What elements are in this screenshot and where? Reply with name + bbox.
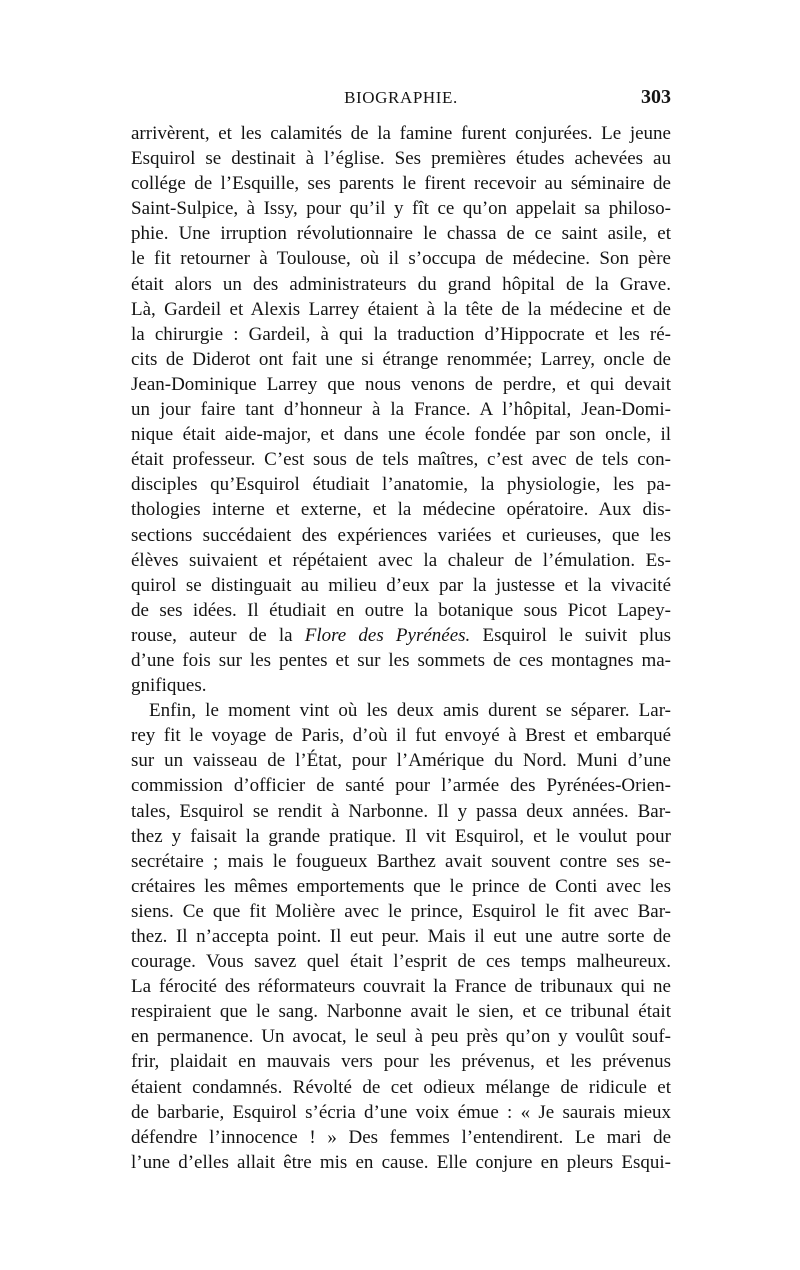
text-line: phie. Une irruption révolutionnaire le chassa de ce saint asile, et xyxy=(131,223,671,245)
text-line: gnifiques. xyxy=(131,675,207,697)
text-line: frir, plaidait en mauvais vers pour les prévenus, et les prévenus xyxy=(131,1051,671,1073)
text-line: défendre l’innocence ! » Des femmes l’entendirent. Le mari de xyxy=(131,1126,671,1148)
text-line: un jour faire tant d’honneur à la France. A l’hôpital, Jean-Domi- xyxy=(131,399,671,421)
text-line: était alors un des administrateurs du grand hôpital de la Grave. xyxy=(131,273,671,295)
text-line: sections succédaient des expériences variées et curieuses, que les xyxy=(131,524,671,546)
text-line: rey fit le voyage de Paris, d’où il fut envoyé à Brest et embarqué xyxy=(131,725,671,747)
text-line: secrétaire ; mais le fougueux Barthez avait souvent contre ses se- xyxy=(131,850,671,872)
text-line: thez. Il n’accepta point. Il eut peur. Mais il eut une autre sorte de xyxy=(131,926,671,947)
text-line: étaient condamnés. Révolté de cet odieux mélange de ridicule et xyxy=(131,1076,671,1098)
text-line: tales, Esquirol se rendit à Narbonne. Il y passa deux années. Bar- xyxy=(131,800,671,822)
text-line: nique était aide-major, et dans une école fondée par son oncle, il xyxy=(131,424,671,446)
text-line: la chirurgie : Gardeil, à qui la traduction d’Hippocrate et les ré- xyxy=(131,323,671,345)
running-header xyxy=(131,88,671,116)
text-line-with-book-title xyxy=(131,623,671,648)
text-line: quirol se distinguait au milieu d’eux par la justesse et la vivacité xyxy=(131,574,671,596)
text-line: collége de l’Esquille, ses parents le firent recevoir au séminaire de xyxy=(131,173,671,195)
page-number: 303 xyxy=(641,86,671,108)
text-line: l’une d’elles allait être mis en cause. Elle conjure en pleurs Esqui- xyxy=(131,1151,671,1173)
text-line: était professeur. C’est sous de tels maîtres, c’est avec de tels con- xyxy=(131,449,671,471)
text-line: le fit retourner à Toulouse, où il s’occupa de médecine. Son père xyxy=(131,248,671,270)
text-line: Enfin, le moment vint où les deux amis durent se séparer. Lar- xyxy=(149,700,671,722)
text-line: siens. Ce que fit Molière avec le prince, Esquirol le fit avec Bar- xyxy=(131,900,671,922)
text-line: La férocité des réformateurs couvrait la France de tribunaux qui ne xyxy=(131,976,671,998)
book-title-flore-des-pyrenees: Flore des Pyrénées. xyxy=(304,624,471,646)
line-segment: Esquirol le suivit plus xyxy=(470,624,671,646)
body-text xyxy=(131,121,671,1175)
text-line: disciples qu’Esquirol étudiait l’anatomie, la physiologie, les pa- xyxy=(131,474,671,496)
text-line: d’une fois sur les pentes et sur les sommets de ces montagnes ma- xyxy=(131,649,671,671)
text-line: de barbarie, Esquirol s’écria d’une voix émue : « Je saurais mieux xyxy=(131,1101,671,1123)
paragraph-2 xyxy=(131,698,671,1175)
text-line: sur un vaisseau de l’État, pour l’Amérique du Nord. Muni d’une xyxy=(131,750,671,772)
text-line: courage. Vous savez quel était l’esprit de ces temps malheureux. xyxy=(131,951,671,973)
text-line: Là, Gardeil et Alexis Larrey étaient à la tête de la médecine et de xyxy=(131,298,671,320)
text-line: arrivèrent, et les calamités de la famine furent conjurées. Le jeune xyxy=(131,123,671,144)
text-line: en permanence. Un avocat, le seul à peu près qu’on y voulût souf- xyxy=(131,1026,671,1048)
line-segment: rouse, auteur de la xyxy=(131,624,305,646)
text-line: Esquirol se destinait à l’église. Ses premières études achevées au xyxy=(131,148,671,170)
running-title: BIOGRAPHIE. xyxy=(344,88,458,107)
text-line: cits de Diderot ont fait une si étrange renommée; Larrey, oncle de xyxy=(131,348,671,370)
text-line: Saint-Sulpice, à Issy, pour qu’il y fît ce qu’on appelait sa philoso- xyxy=(131,198,671,220)
text-line: commission d’officier de santé pour l’armée des Pyrénées-Orien- xyxy=(131,775,671,797)
text-line: respiraient que le sang. Narbonne avait le sien, et ce tribunal était xyxy=(131,1001,671,1023)
paragraph-1 xyxy=(131,121,671,698)
text-line: élèves suivaient et répétaient avec la chaleur de l’émulation. Es- xyxy=(131,549,671,571)
text-line: crétaires les mêmes emportements que le prince de Conti avec les xyxy=(131,875,671,897)
text-line: Jean-Dominique Larrey que nous venons de perdre, et qui devait xyxy=(131,373,671,395)
text-line: thologies interne et externe, et la médecine opératoire. Aux dis- xyxy=(131,499,671,521)
text-line: thez y faisait la grande pratique. Il vit Esquirol, et le voulut pour xyxy=(131,825,671,847)
text-line: de ses idées. Il étudiait en outre la botanique sous Picot Lapey- xyxy=(131,599,671,621)
